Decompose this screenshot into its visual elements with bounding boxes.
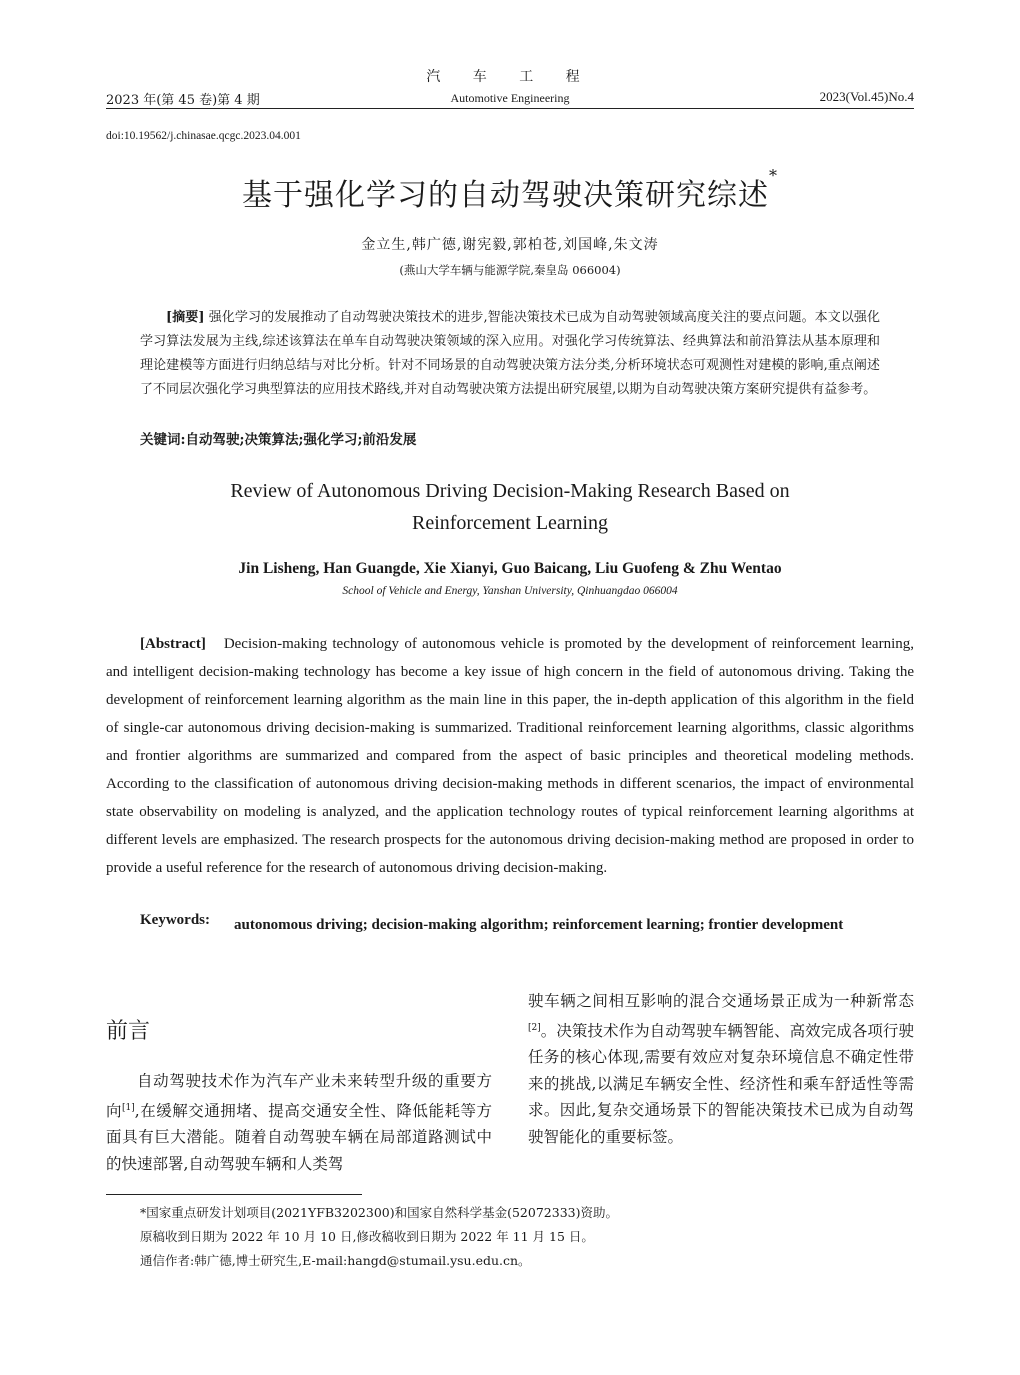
body-column-right — [528, 988, 914, 1150]
footnote-received-date: 原稿收到日期为 2022 年 10 月 10 日,修改稿收到日期为 2022 年 11 月 15 日。 — [140, 1229, 594, 1244]
footnote-rule — [106, 1194, 362, 1195]
title-footnote-mark: * — [769, 166, 778, 185]
affiliation-en: School of Vehicle and Energy, Yanshan University, Qinhuangdao 066004 — [342, 585, 678, 597]
body-column-left — [106, 1068, 492, 1177]
journal-name-en: Automotive Engineering — [450, 91, 570, 105]
body-left-text-1: 自动驾驶技术作为汽车产业未来转型升级的重要方向 — [106, 1072, 492, 1120]
abstract-en — [106, 630, 914, 882]
issue-info-cn: 2023 年(第 45 卷)第 4 期 — [106, 93, 260, 108]
abstract-en-label: [Abstract] — [140, 636, 206, 652]
footnote-funding: *国家重点研发计划项目(2021YFB3202300)和国家自然科学基金(52072333)资助。 — [140, 1205, 618, 1220]
abstract-cn-label: [摘要] — [166, 310, 205, 325]
doi[interactable]: doi:10.19562/j.chinasae.qcgc.2023.04.001 — [106, 130, 301, 142]
keywords-en: autonomous driving; decision-making algorithm; reinforcement learning; frontier development — [234, 917, 844, 933]
abstract-en-text: Decision-making technology of autonomous vehicle is promoted by the development of reinforcement learning, and intelligent decision-making technology has become a key issue of high concern in the field of autonomous driving. Taking the development of reinforcement learning algorithm as the main line in this paper, the in-depth application of this algorithm in the field of single-car autonomous driving decision-making is summarized. Traditional reinforcement learning algorithms, classic algorithms and frontier algorithms are summarized and compared from the aspect of basic principles and theoretical modeling methods. According to the classification of autonomous driving decision-making methods in different scenarios, the impact of environmental state observability on modeling is analyzed, and the application technology routes of typical reinforcement learning algorithms at different levels are emphasized. The research prospects for the autonomous driving decision-making method are proposed in order to provide a useful reference for the research of autonomous driving decision-making. — [106, 636, 914, 876]
section-heading: 前言 — [106, 1019, 151, 1044]
abstract-cn — [140, 306, 880, 402]
journal-name-cn: 汽 车 工 程 — [426, 69, 594, 85]
title-en-line1: Review of Autonomous Driving Decision-Making Research Based on — [230, 480, 790, 502]
paper-title-en — [0, 475, 1020, 539]
authors-en: Jin Lisheng, Han Guangde, Xie Xianyi, Guo Baicang, Liu Guofeng & Zhu Wentao — [238, 560, 782, 577]
body-left-text-2: ,在缓解交通拥堵、提高交通安全性、降低能耗等方面具有巨大潜能。随着自动驾驶车辆在局部道路测试中的快速部署,自动驾驶车辆和人类驾 — [106, 1101, 492, 1173]
header-rule — [106, 108, 914, 109]
title-cn-text: 基于强化学习的自动驾驶决策研究综述 — [242, 178, 769, 213]
affiliation-cn: (燕山大学车辆与能源学院,秦皇岛 066004) — [399, 263, 621, 277]
issue-info-en: 2023(Vol.45)No.4 — [819, 89, 914, 104]
footnote-corresponding-author: 通信作者:韩广德,博士研究生,E-mail:hangd@stumail.ysu.edu.cn。 — [140, 1253, 531, 1268]
abstract-cn-text: 强化学习的发展推动了自动驾驶决策技术的进步,智能决策技术已成为自动驾驶领域高度关注的要点问题。本文以强化学习算法发展为主线,综述该算法在单车自动驾驶决策领域的深入应用。对强化学习传统算法、经典算法和前沿算法从基本原理和理论建模等方面进行归纳总结与对比分析。针对不同场景的自动驾驶决策方法分类,分析环境状态可观测性对建模的影响,重点阐述了不同层次强化学习典型算法的应用技术路线,并对自动驾驶决策方法提出研究展望,以期为自动驾驶决策方案研究提供有益参考。 — [140, 310, 880, 397]
citation-2[interactable]: [2] — [528, 1022, 541, 1033]
keywords-en-label: Keywords: — [140, 912, 210, 928]
citation-1[interactable]: [1] — [122, 1102, 135, 1113]
paper-title-cn — [0, 166, 1020, 214]
keywords-cn: 关键词:自动驾驶;决策算法;强化学习;前沿发展 — [140, 432, 417, 448]
authors-cn: 金立生,韩广德,谢宪毅,郭柏苍,刘国峰,朱文涛 — [361, 237, 659, 253]
body-right-text-2: 。决策技术作为自动驾驶车辆智能、高效完成各项行驶任务的核心体现,需要有效应对复杂环境信息不确定性带来的挑战,以满足车辆安全性、经济性和乘车舒适性等需求。因此,复杂交通场景下的智能决策技术已成为自动驾驶智能化的重要标签。 — [528, 1021, 914, 1146]
title-en-line2: Reinforcement Learning — [411, 512, 609, 534]
body-right-text-1: 驶车辆之间相互影响的混合交通场景正成为一种新常态 — [528, 992, 914, 1010]
